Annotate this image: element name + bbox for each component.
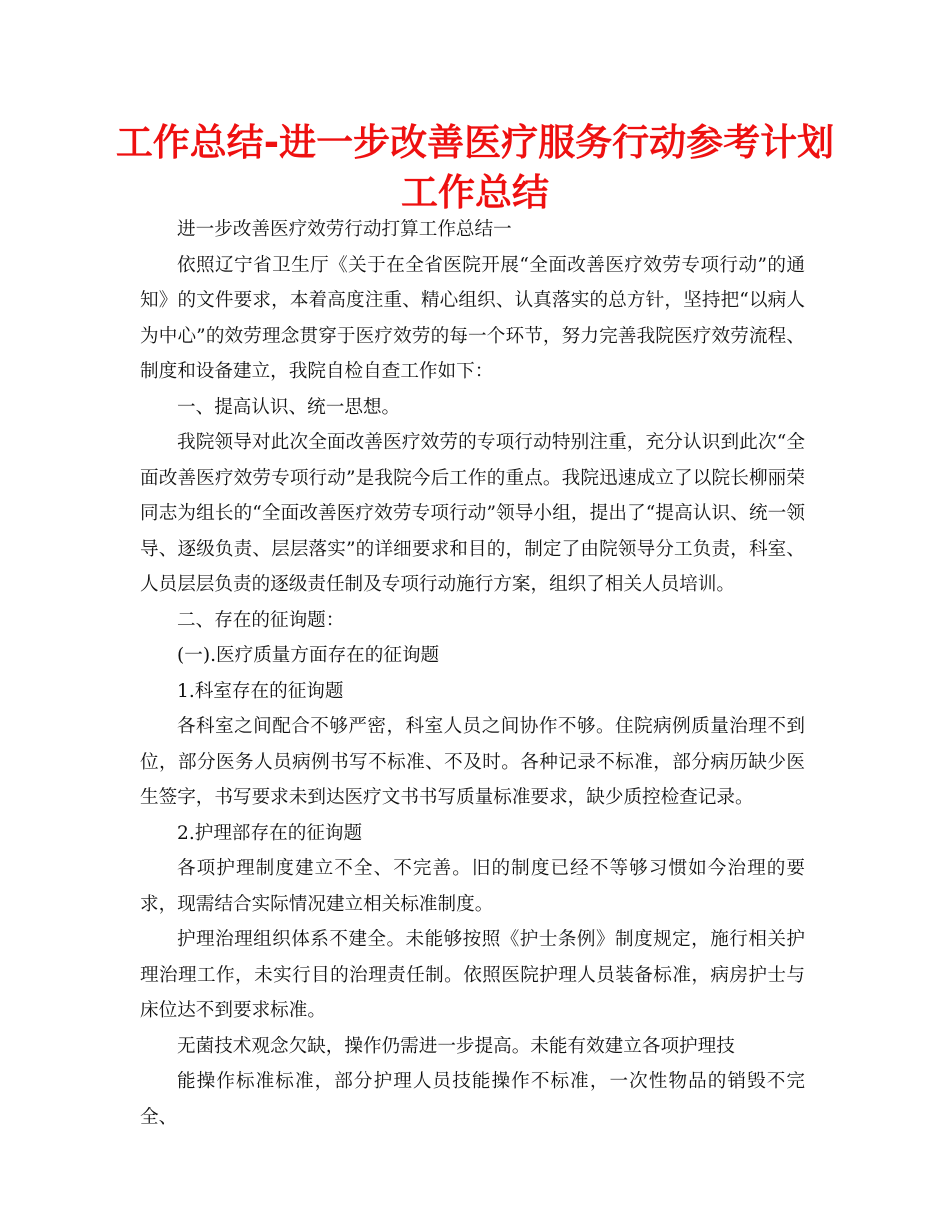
document-title: 工作总结-进一步改善医疗服务行动参考计划工作总结 <box>115 121 835 214</box>
document-body <box>140 212 805 1135</box>
section-heading: 二、存在的征询题： <box>177 609 345 631</box>
paragraph: 依照辽宁省卫生厅《关于在全省医院开展“全面改善医疗效劳专项行动”的通知》的文件要求，本着高度注重、精心组织、认真落实的总方针，坚持把“以病人为中心”的效劳理念贯穿于医疗效劳的每一个环节，努力完善我院医疗效劳流程、制度和设备建立，我院自检自查工作如下： <box>140 254 805 382</box>
subsection-heading: (一).医疗质量方面存在的征询题 <box>177 645 440 666</box>
paragraph: 护理治理组织体系不建全。未能够按照《护士条例》制度规定，施行相关护理治理工作，未实行目的治理责任制。依照医院护理人员装备标准，病房护士与床位达不到要求标准。 <box>140 929 805 1021</box>
subsection-heading: 2.护理部存在的征询题 <box>177 822 363 844</box>
paragraph: 我院领导对此次全面改善医疗效劳的专项行动特别注重，充分认识到此次“全面改善医疗效劳专项行动”是我院今后工作的重点。我院迅速成立了以院长柳丽荣同志为组长的“全面改善医疗效劳专项行动”领导小组，提出了“提高认识、统一领导、逐级负责、层层落实”的详细要求和目的，制定了由院领导分工负责，科室、人员层层负责的逐级责任制及专项行动施行方案，组织了相关人员培训。 <box>140 432 805 595</box>
paragraph: 各项护理制度建立不全、不完善。旧的制度已经不等够习惯如今治理的要求，现需结合实际情况建立相关标准制度。 <box>140 858 805 915</box>
subsection-heading: 1.科室存在的征询题 <box>177 680 344 702</box>
paragraph: 无菌技术观念欠缺，操作仍需进一步提高。未能有效建立各项护理技 <box>177 1035 735 1057</box>
paragraph: 各科室之间配合不够严密，科室人员之间协作不够。住院病例质量治理不到位，部分医务人员病例书写不标准、不及时。各种记录不标准，部分病历缺少医生签字，书写要求未到达医疗文书书写质量标准要求，缺少质控检查记录。 <box>140 716 805 808</box>
paragraph-heading: 进一步改善医疗效劳行动打算工作总结一 <box>177 219 512 240</box>
paragraph: 能操作标准标准，部分护理人员技能操作不标准，一次性物品的销毁不完全、 <box>140 1071 805 1128</box>
section-heading: 一、提高认识、统一思想。 <box>177 396 401 418</box>
